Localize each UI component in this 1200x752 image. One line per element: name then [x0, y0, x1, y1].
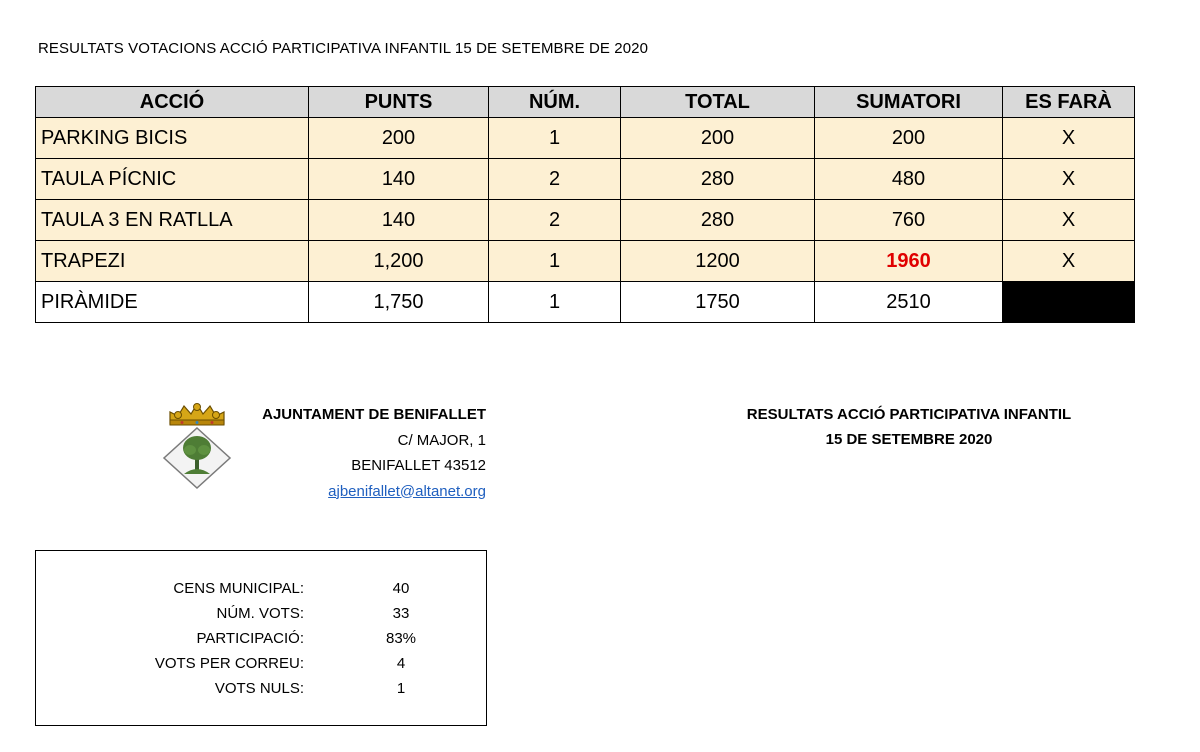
summary-title-line1: RESULTATS ACCIÓ PARTICIPATIVA INFANTIL [746, 406, 1072, 423]
organization-email-link[interactable]: ajbenifallet@altanet.org [328, 482, 486, 500]
stats-box [35, 550, 487, 726]
cell-num: 2 [489, 200, 621, 241]
results-table [35, 86, 1135, 323]
cell-es-fara: X [1003, 159, 1135, 200]
cell-es-fara: X [1003, 241, 1135, 282]
table-row [36, 282, 1135, 323]
table-row [36, 241, 1135, 282]
table-row [36, 118, 1135, 159]
header-sumatori: SUMATORI [815, 87, 1003, 118]
cell-es-fara: X [1003, 118, 1135, 159]
stat-label: VOTS PER CORREU: [154, 655, 304, 672]
cell-num: 1 [489, 241, 621, 282]
stat-value: 40 [392, 580, 410, 597]
stat-label: CENS MUNICIPAL: [173, 580, 304, 597]
document-title: RESULTATS VOTACIONS ACCIÓ PARTICIPATIVA INFANTIL 15 DE SETEMBRE DE 2020 [38, 40, 649, 57]
stat-value: 33 [392, 605, 410, 622]
header-num: NÚM. [489, 87, 621, 118]
cell-total: 200 [621, 118, 815, 159]
cell-num: 1 [489, 282, 621, 323]
cell-accio: TRAPEZI [36, 241, 309, 282]
stat-row-participacio [36, 626, 486, 651]
stat-value: 83% [385, 630, 417, 647]
table-row [36, 200, 1135, 241]
cell-accio: TAULA 3 EN RATLLA [36, 200, 309, 241]
cell-es-fara-blacked [1003, 282, 1135, 323]
cell-sumatori: 200 [815, 118, 1003, 159]
cell-punts: 140 [309, 200, 489, 241]
table-header-row [36, 87, 1135, 118]
cell-accio: PARKING BICIS [36, 118, 309, 159]
municipal-crest-icon [162, 398, 232, 490]
cell-accio: TAULA PÍCNIC [36, 159, 309, 200]
stat-value: 4 [396, 655, 406, 672]
stat-label: PARTICIPACIÓ: [196, 630, 304, 647]
stat-label: VOTS NULS: [214, 680, 304, 697]
cell-punts: 200 [309, 118, 489, 159]
cell-sumatori: 2510 [815, 282, 1003, 323]
cell-total: 1200 [621, 241, 815, 282]
summary-title-line2: 15 DE SETEMBRE 2020 [825, 431, 993, 448]
stat-label: NÚM. VOTS: [216, 605, 304, 622]
organization-name: AJUNTAMENT DE BENIFALLET [262, 406, 486, 423]
cell-sumatori-highlight: 1960 [815, 241, 1003, 282]
cell-punts: 1,200 [309, 241, 489, 282]
stat-row-correu [36, 651, 486, 676]
cell-punts: 1,750 [309, 282, 489, 323]
stat-value: 1 [396, 680, 406, 697]
header-accio: ACCIÓ [36, 87, 309, 118]
header-punts: PUNTS [309, 87, 489, 118]
summary-title [700, 402, 1118, 452]
stat-row-vots [36, 601, 486, 626]
cell-total: 1750 [621, 282, 815, 323]
stat-row-nuls [36, 676, 486, 701]
cell-total: 280 [621, 159, 815, 200]
organization-city: BENIFALLET 43512 [351, 457, 486, 474]
table-row [36, 159, 1135, 200]
cell-es-fara: X [1003, 200, 1135, 241]
organization-block [150, 398, 486, 508]
header-es-fara: ES FARÀ [1003, 87, 1135, 118]
stat-row-cens [36, 576, 486, 601]
cell-num: 1 [489, 118, 621, 159]
cell-sumatori: 480 [815, 159, 1003, 200]
header-total: TOTAL [621, 87, 815, 118]
cell-num: 2 [489, 159, 621, 200]
cell-punts: 140 [309, 159, 489, 200]
organization-address: C/ MAJOR, 1 [397, 431, 486, 449]
cell-sumatori: 760 [815, 200, 1003, 241]
cell-total: 280 [621, 200, 815, 241]
cell-accio: PIRÀMIDE [36, 282, 309, 323]
